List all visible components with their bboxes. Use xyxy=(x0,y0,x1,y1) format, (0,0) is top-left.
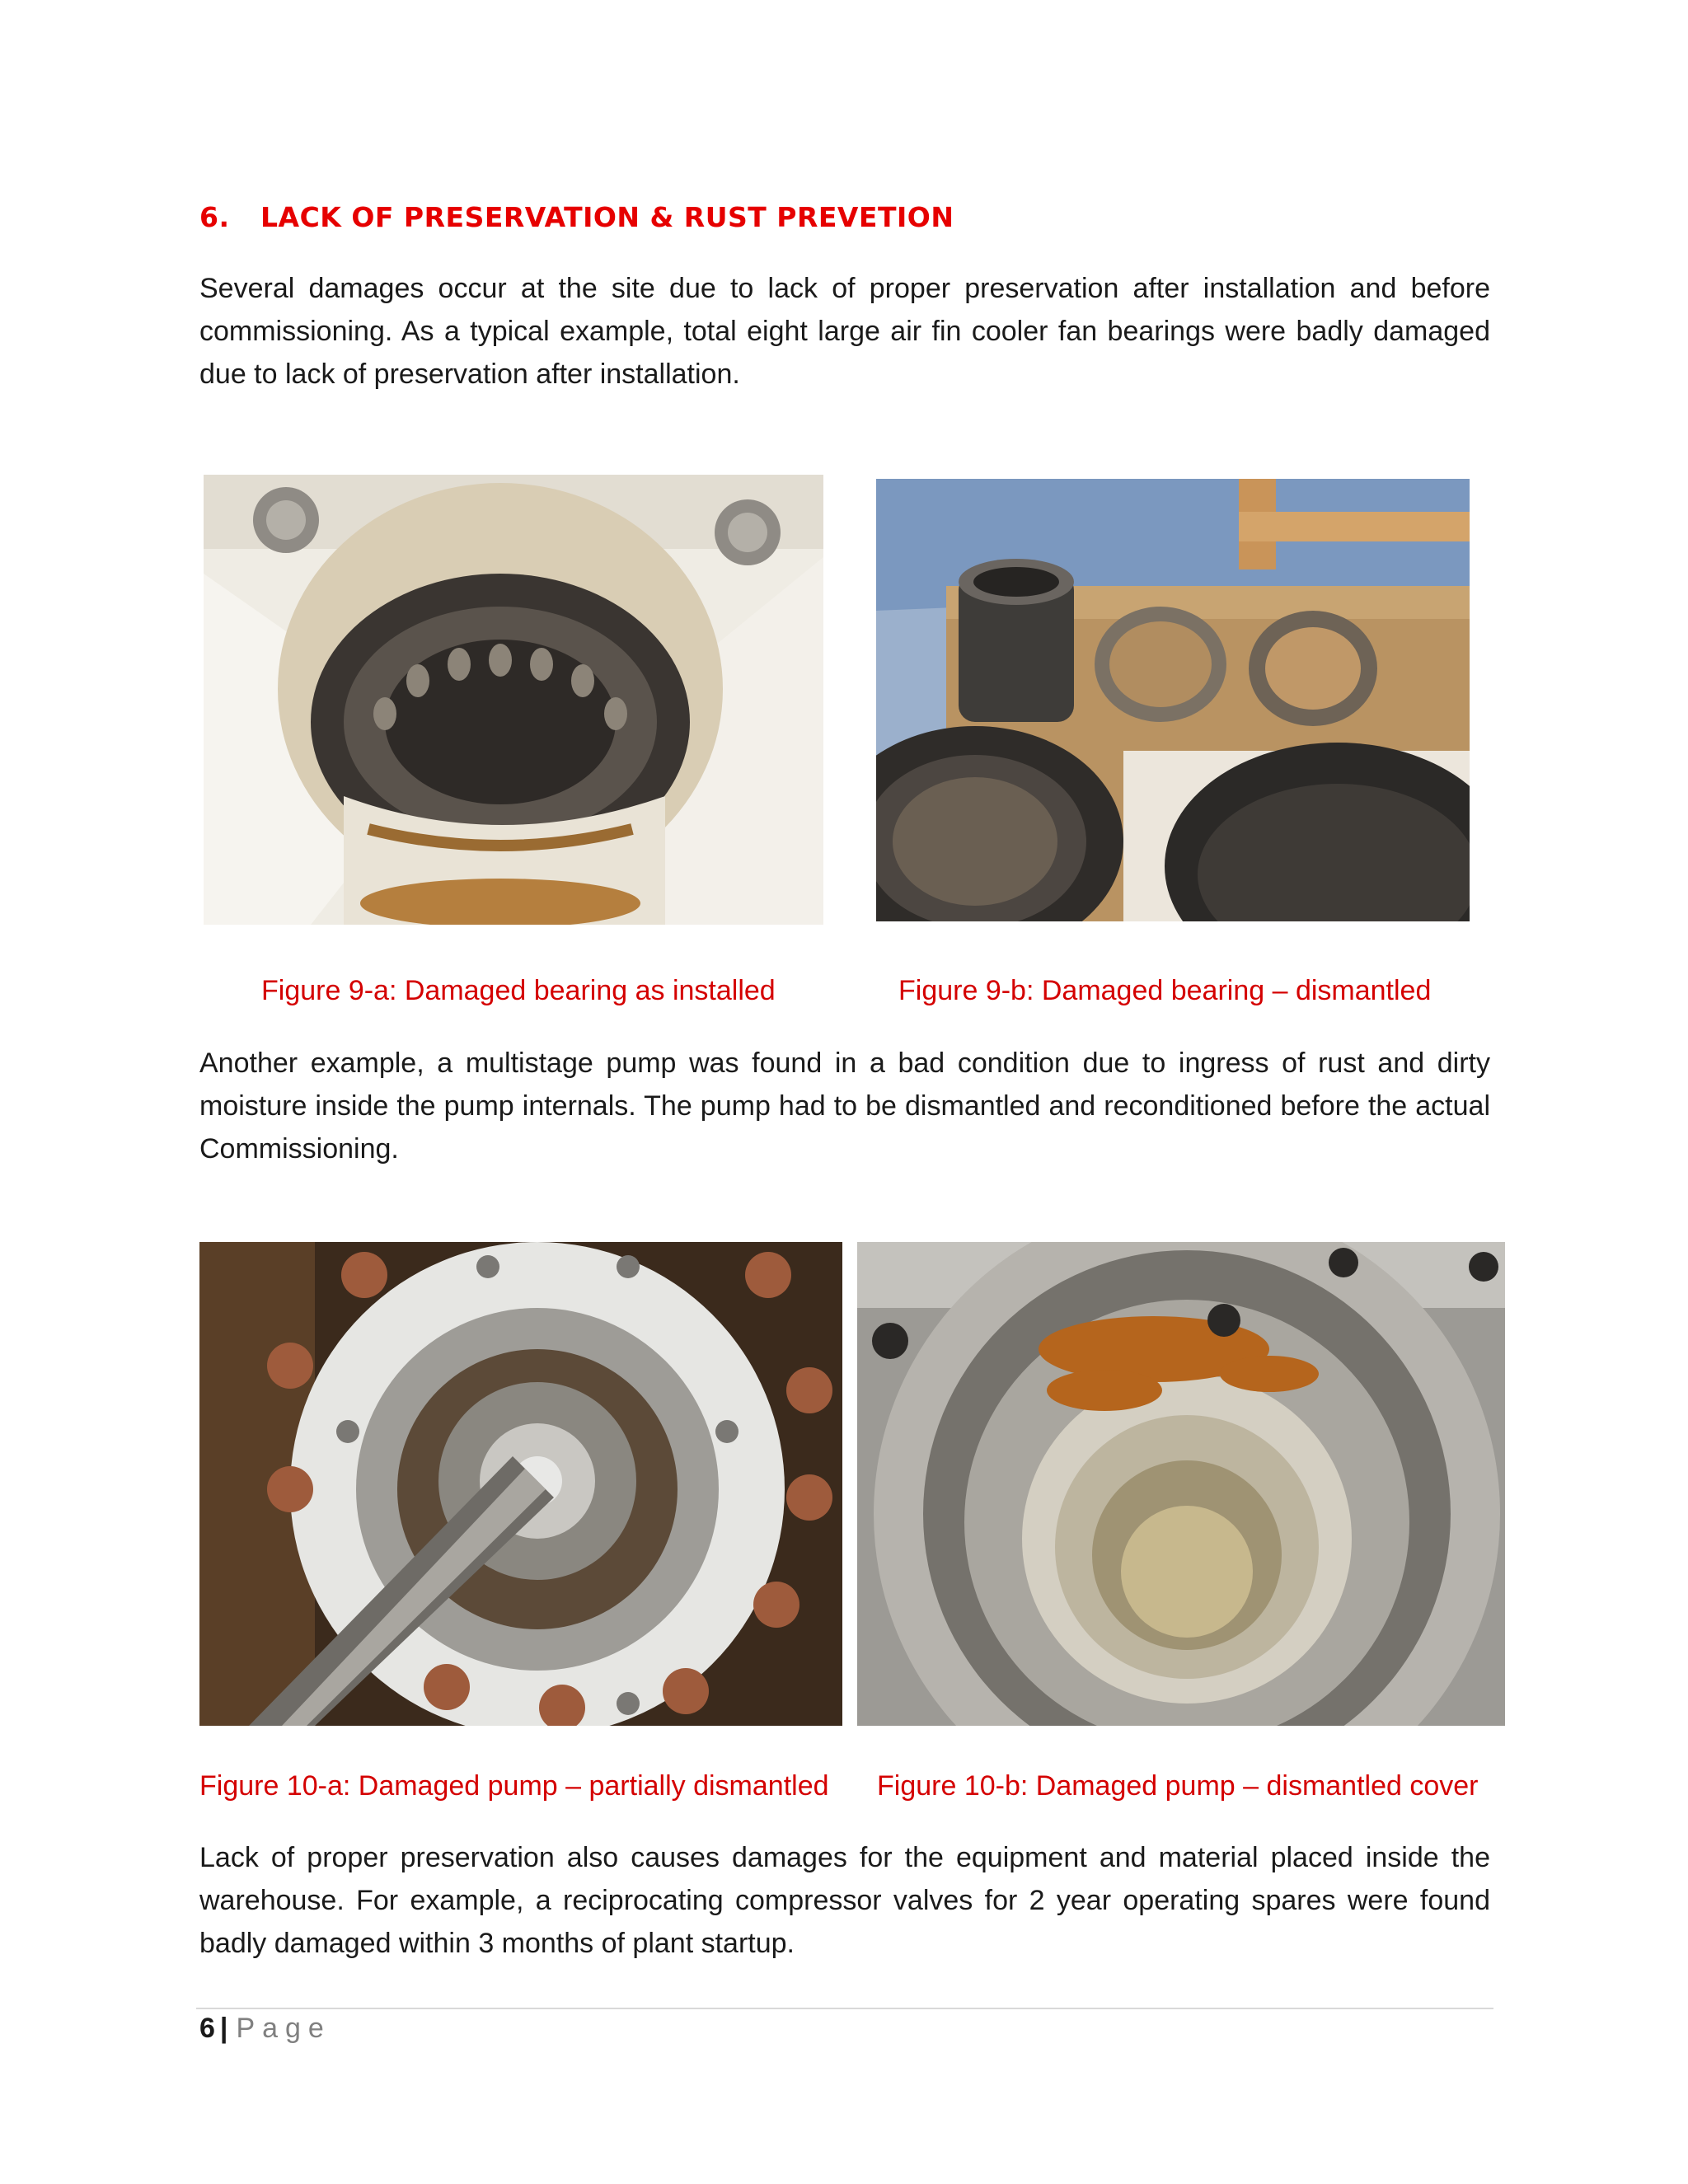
section-heading xyxy=(199,201,954,233)
page-label: Page xyxy=(236,2013,331,2044)
figure-10a-caption: Figure 10-a: Damaged pump – partially dismantled xyxy=(199,1770,829,1802)
figure-9b-caption: Figure 9-b: Damaged bearing – dismantled xyxy=(898,975,1432,1006)
figure-9a-photo xyxy=(204,475,823,925)
figure-9a-caption: Figure 9-a: Damaged bearing as installed xyxy=(261,975,776,1006)
paragraph-pump-example: Another example, a multistage pump was found in a bad condition due to ingress of rust and dirty moisture inside the pump internals. The pump had to be dismantled and reconditioned before the actual Commissioning. xyxy=(199,1047,1490,1165)
section-title: LACK OF PRESERVATION & RUST PREVETION xyxy=(260,201,954,233)
figure-10b-caption: Figure 10-b: Damaged pump – dismantled cover xyxy=(877,1770,1479,1802)
footer-separator: | xyxy=(219,2013,228,2044)
section-number: 6. xyxy=(199,201,230,233)
page-number: 6 xyxy=(199,2013,215,2044)
figure-10b-photo xyxy=(857,1242,1505,1726)
paragraph-warehouse: Lack of proper preservation also causes damages for the equipment and material placed inside the warehouse. For example, a reciprocating compressor valves for 2 year operating spares were found badly damaged within 3 months of plant startup. xyxy=(199,1842,1490,1959)
page-footer xyxy=(199,2013,331,2045)
paragraph-intro: Several damages occur at the site due to lack of proper preservation after installation and before commissioning. As a typical example, total eight large air fin cooler fan bearings were badly damaged due to lack of preservation after installation. xyxy=(199,273,1490,390)
figure-9b-photo xyxy=(876,479,1470,921)
figure-10a-photo xyxy=(199,1242,842,1726)
footer-divider xyxy=(196,2008,1493,2009)
